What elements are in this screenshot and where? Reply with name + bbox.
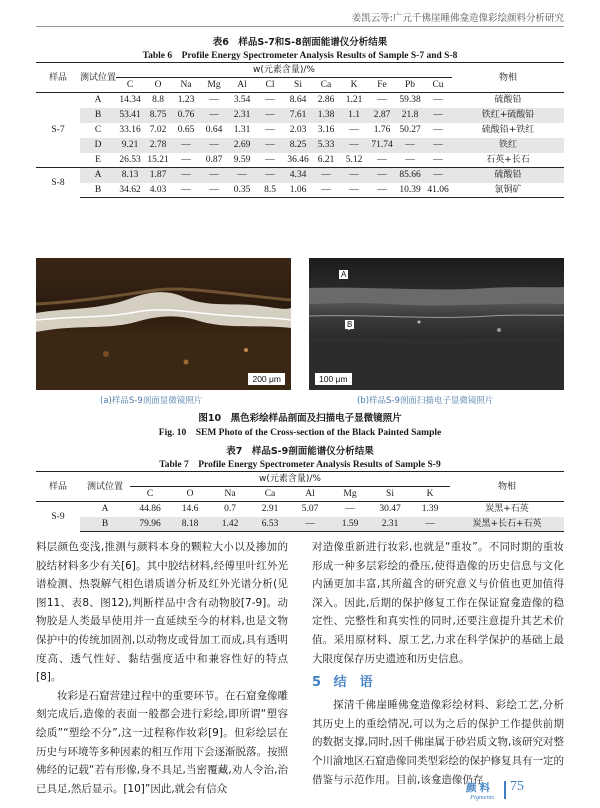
table-cell: 1.21 — [340, 93, 368, 108]
table-cell: 14.34 — [116, 93, 144, 108]
table-row — [36, 168, 564, 183]
table-cell: 5.07 — [290, 502, 330, 517]
table-cell: — — [424, 93, 452, 108]
table-cell: — — [181, 154, 191, 165]
table-cell: 1.39 — [410, 502, 450, 517]
table-cell: — — [228, 168, 256, 183]
test-position: A — [80, 502, 130, 517]
table6-head-unit: w(元素含量)/% — [116, 63, 452, 78]
table-cell: 30.47 — [370, 502, 410, 517]
table-cell: — — [265, 125, 275, 135]
table-cell: 6.53 — [250, 517, 290, 532]
table7-head-sample: 样品 — [36, 472, 80, 502]
section-number: 5 — [312, 675, 322, 691]
table-cell: 8.5 — [256, 183, 284, 198]
test-position: A — [80, 168, 116, 183]
figure10-caption-cn: 图10 黑色彩绘样品剖面及扫描电子显微镜照片 — [198, 413, 402, 424]
table-cell: — — [410, 517, 450, 532]
table-cell: 1.42 — [210, 517, 250, 532]
table-row — [36, 108, 564, 123]
running-header: 姜凯云等:广元千佛崖睡佛龛造像彩绘颜料分析研究 — [351, 13, 564, 24]
table-cell: 1.23 — [172, 93, 200, 108]
table-cell: — — [200, 108, 228, 123]
table-cell: — — [368, 93, 396, 108]
phase-cell: 硫酸铅+铁红 — [481, 125, 535, 135]
table-cell: 3.16 — [317, 125, 335, 135]
table-cell: 0.87 — [205, 154, 223, 165]
micrograph-s9-sem — [309, 258, 564, 390]
body-paragraph: 探清千佛崖睡佛龛造像彩绘材料、彩绘工艺,分析其历史上的重绘情况,可以为之后的保护工作提供前期的数据支撑,同时,因千佛崖属于砂岩质文物,该研究对整个川渝地区石窟造像同类型彩绘的保护修复具有一定的借鉴与示范作用。目前,该龛造像仍存 — [312, 699, 564, 786]
table-cell: — — [312, 183, 340, 198]
table-cell: 8.18 — [170, 517, 210, 532]
phase-cell: 石英+长石 — [486, 154, 530, 165]
table-cell: — — [433, 154, 443, 165]
section-title: 结 语 — [333, 675, 373, 691]
element-header: Al — [228, 78, 256, 93]
body-paragraph: 料层颜色变浅,推测与颜料本身的颗粒大小以及掺加的胶结材料多少有关[6]。其中胶结材料,经傅里叶红外光谱检测、热裂解气相色谱质谱分析及红外光谱分析(见图11、表8、图12),判断样品中含有动物胶[7-9]。动物胶是人类最早使用并一直延续至今的材料,也是文物保护中的传统加固剂,以动物皮或骨加工而成,具有透明度高、透气性好、黏结强度适中和兼容性好的特点[8]。 — [36, 541, 288, 684]
header-rule — [36, 26, 564, 27]
table-cell: 44.86 — [130, 502, 170, 517]
table-cell: 6.21 — [317, 154, 335, 165]
table-cell: — — [265, 154, 275, 165]
table-cell: 2.78 — [144, 138, 172, 153]
table-cell: — — [340, 168, 368, 183]
table-cell: 0.65 — [177, 125, 195, 135]
phase-cell: 炭黑+长石+石英 — [450, 517, 564, 532]
table6 — [36, 62, 564, 198]
table-cell: 9.21 — [116, 138, 144, 153]
table-cell: 50.27 — [399, 125, 421, 135]
test-position: B — [80, 517, 130, 532]
table-cell: — — [405, 154, 415, 165]
scale-bar-label: 100 μm — [315, 373, 352, 385]
element-header: O — [170, 487, 210, 502]
table-cell: 8.75 — [144, 108, 172, 123]
element-header: K — [410, 487, 450, 502]
sample-id: S-8 — [36, 168, 80, 198]
body-paragraph: 妆彩是石窟营建过程中的重要环节。在石窟龛像雕刻完成后,造像的表面一般都会进行彩绘,即所谓“塑容绘质”“塑绘不分”,这一过程称作妆彩[9]。但彩绘层在历史与环境等多种因素的相互作用下会逐渐脱落。按照佛经的记载“若有形像,身不具足,当密覆藏,劝人令治,治已具足,然后显示。[10]”因此,就会有信众 — [36, 689, 288, 795]
table-cell: — — [330, 502, 370, 517]
element-header: Cl — [256, 78, 284, 93]
table-cell: — — [256, 168, 284, 183]
element-header: Pb — [396, 78, 424, 93]
body-column-left — [36, 538, 288, 798]
table-cell: — — [424, 138, 452, 153]
element-header: K — [340, 78, 368, 93]
phase-cell: 硫酸铅 — [452, 168, 564, 183]
test-position: E — [95, 154, 101, 165]
table-cell: — — [200, 168, 228, 183]
body-paragraph: 对造像重新进行妆彩,也就是“重妆”。不同时期的重妆形成一种多层彩绘的叠压,使得造像的历史信息与文化内涵更加丰富,其所蕴含的研究意义与价值也更加值得深入。因此,后期的保护修复工作在保证窟龛造像的稳定性、完整性和真实性的同时,还要注意提升其艺术价值。采用原材料、原工艺,力求在科学保护的基础上最大限度保存历史遗迹和历史信息。 — [312, 541, 564, 665]
element-header: Mg — [330, 487, 370, 502]
table-cell: 1.1 — [340, 108, 368, 123]
table-cell: 33.16 — [119, 125, 141, 135]
table-cell: — — [349, 125, 359, 135]
table-cell: 5.12 — [345, 154, 363, 165]
table6-head-sample: 样品 — [36, 63, 80, 93]
micrograph-s9-optical — [36, 258, 291, 390]
table-cell: — — [424, 168, 452, 183]
table-cell: 1.76 — [373, 125, 391, 135]
journal-brand-en: Pigments — [470, 794, 495, 801]
table-row — [36, 93, 564, 108]
table-cell: — — [433, 125, 443, 135]
test-position: B — [80, 108, 116, 123]
table-cell: 2.86 — [312, 93, 340, 108]
test-position: D — [80, 138, 116, 153]
table-row — [36, 517, 564, 532]
element-header: Si — [370, 487, 410, 502]
sem-point-b-label: B — [347, 320, 353, 329]
table-row — [36, 183, 564, 198]
table-cell: 26.53 — [119, 154, 141, 165]
journal-brand: 颜料 — [466, 782, 493, 794]
table-cell: 7.02 — [149, 125, 167, 135]
section-heading — [312, 674, 564, 692]
table-cell: — — [312, 168, 340, 183]
table-cell: — — [377, 154, 387, 165]
table-cell: 41.06 — [424, 183, 452, 198]
element-header: C — [130, 487, 170, 502]
element-header: Mg — [200, 78, 228, 93]
footer-divider — [504, 781, 506, 799]
table-cell: — — [368, 168, 396, 183]
element-header: Fe — [368, 78, 396, 93]
table-cell: 4.34 — [284, 168, 312, 183]
table6-caption-en: Table 6 Profile Energy Spectrometer Analysis Results of Sample S-7 and S-8 — [142, 51, 458, 61]
test-position: C — [94, 125, 102, 135]
table7-caption-en: Table 7 Profile Energy Spectrometer Analysis Results of Sample S-9 — [159, 460, 441, 470]
table-cell: 71.74 — [368, 138, 396, 153]
table7-caption-cn: 表7 样品S-9剖面能谱仪分析结果 — [226, 446, 374, 457]
table-cell: 1.87 — [144, 168, 172, 183]
table-cell: 2.87 — [368, 108, 396, 123]
element-header: Si — [284, 78, 312, 93]
table-cell: 2.31 — [228, 108, 256, 123]
table-cell: 0.76 — [172, 108, 200, 123]
table-cell: — — [256, 93, 284, 108]
table-row — [36, 138, 564, 153]
table-cell: 85.66 — [396, 168, 424, 183]
element-header: Cu — [424, 78, 452, 93]
table-cell: — — [172, 168, 200, 183]
table-cell: 2.91 — [250, 502, 290, 517]
table-cell: 79.96 — [130, 517, 170, 532]
table-cell: 1.59 — [330, 517, 370, 532]
table-cell: 0.64 — [205, 125, 223, 135]
table-cell: 9.59 — [233, 154, 251, 165]
table-cell: — — [172, 138, 200, 153]
table-cell: — — [200, 183, 228, 198]
table-cell: 3.54 — [228, 93, 256, 108]
table-cell: — — [200, 138, 228, 153]
table6-head-phase: 物相 — [452, 63, 564, 93]
test-position: A — [80, 93, 116, 108]
table-cell: 0.7 — [210, 502, 250, 517]
table-cell: 1.06 — [284, 183, 312, 198]
table-cell: 8.13 — [116, 168, 144, 183]
table-cell: 10.39 — [396, 183, 424, 198]
table-cell: 0.35 — [228, 183, 256, 198]
table-cell: 2.03 — [289, 125, 307, 135]
sample-id: S-9 — [36, 502, 80, 532]
table-cell: 8.64 — [284, 93, 312, 108]
element-header: C — [116, 78, 144, 93]
element-header: Ca — [250, 487, 290, 502]
phase-cell: 炭黑+石英 — [450, 502, 564, 517]
phase-cell: 氯铜矿 — [452, 183, 564, 198]
table7 — [36, 471, 564, 532]
page-number: 75 — [510, 779, 524, 794]
element-header: Al — [290, 487, 330, 502]
table-cell: 21.8 — [396, 108, 424, 123]
figure10-subcaption-a: (a)样品S-9剖面显微镜照片 — [100, 396, 203, 406]
table-cell: — — [200, 93, 228, 108]
table-cell: 53.41 — [116, 108, 144, 123]
sem-point-a-label: A — [341, 270, 347, 279]
table-cell: 5.33 — [312, 138, 340, 153]
element-header: Na — [172, 78, 200, 93]
table-cell: — — [396, 138, 424, 153]
table-cell: 1.31 — [233, 125, 251, 135]
element-header: Na — [210, 487, 250, 502]
table-cell: 2.31 — [370, 517, 410, 532]
table7-head-unit: w(元素含量)/% — [130, 472, 450, 487]
table-cell: 8.25 — [284, 138, 312, 153]
sample-id: S-7 — [36, 93, 80, 168]
table-cell: — — [340, 138, 368, 153]
table-cell: 59.38 — [396, 93, 424, 108]
phase-cell: 硫酸铅 — [452, 93, 564, 108]
table-cell: 1.38 — [312, 108, 340, 123]
table-cell: — — [256, 108, 284, 123]
phase-cell: 铁红 — [452, 138, 564, 153]
table-row — [36, 502, 564, 517]
phase-cell: 铁红+硫酸铅 — [452, 108, 564, 123]
table-cell: — — [340, 183, 368, 198]
table7-head-phase: 物相 — [450, 472, 564, 502]
table-row — [36, 153, 564, 168]
body-column-right — [312, 538, 564, 789]
table-cell: 8.8 — [144, 93, 172, 108]
table6-caption-cn: 表6 样品S-7和S-8剖面能谱仪分析结果 — [212, 37, 388, 48]
table-cell: 2.69 — [228, 138, 256, 153]
test-position: B — [80, 183, 116, 198]
table-cell: — — [424, 108, 452, 123]
figure10-caption-en: Fig. 10 SEM Photo of the Cross-section of the Black Painted Sample — [158, 428, 442, 438]
scale-bar-label: 200 μm — [248, 373, 285, 385]
table-cell: — — [256, 138, 284, 153]
table7-head-position: 测试位置 — [80, 472, 130, 502]
table-row — [36, 123, 564, 138]
figure10-subcaption-b: (b)样品S-9剖面扫描电子显微镜照片 — [357, 396, 494, 406]
table6-head-position: 测试位置 — [80, 63, 116, 93]
element-header: O — [144, 78, 172, 93]
table-cell: 7.61 — [284, 108, 312, 123]
table-cell: 15.21 — [147, 154, 169, 165]
table-cell: — — [290, 517, 330, 532]
element-header: Ca — [312, 78, 340, 93]
table-cell: 4.03 — [144, 183, 172, 198]
table-cell: — — [172, 183, 200, 198]
table-cell: 36.46 — [287, 154, 309, 165]
table-cell: 34.62 — [116, 183, 144, 198]
table-cell: — — [368, 183, 396, 198]
table-cell: 14.6 — [170, 502, 210, 517]
